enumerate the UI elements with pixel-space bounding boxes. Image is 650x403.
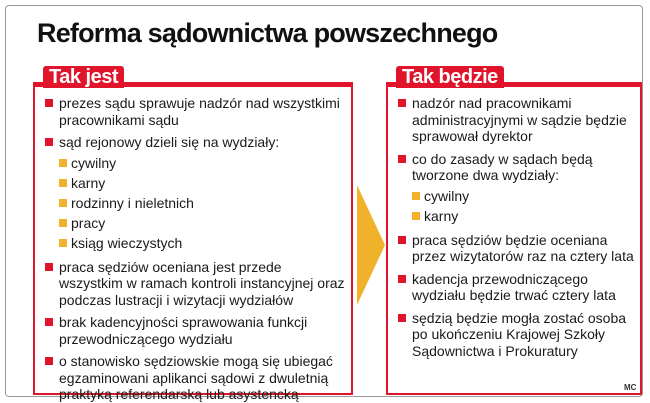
list-item-text: brak kadencyjności sprawowania funkcji przewodniczącego wydziału	[59, 314, 308, 347]
list-item	[398, 310, 634, 360]
red-square-bullet-icon	[45, 138, 53, 146]
panel-current-state	[33, 66, 353, 402]
current-state-list	[35, 85, 351, 403]
red-square-bullet-icon	[45, 99, 53, 107]
sublist-item	[412, 206, 634, 226]
list-item	[45, 134, 345, 253]
yellow-square-bullet-icon	[59, 179, 67, 187]
sublist-item-text: karny	[424, 207, 459, 224]
list-item	[398, 232, 634, 265]
list-item	[45, 314, 345, 347]
list-item	[45, 95, 345, 128]
sublist-item	[59, 153, 345, 173]
sublist-item-text: pracy	[71, 214, 106, 231]
sublist-item-text: rodzinny i nieletnich	[71, 194, 194, 211]
red-square-bullet-icon	[45, 263, 53, 271]
tab-tak-jest: Tak jest	[43, 66, 124, 88]
arrow-right-icon	[357, 185, 385, 305]
list-item-text: o stanowisko sędziowskie mogą się ubiegać egzaminowani aplikanci sądowi z dwuletnią praktyką referendarską lub asystencką	[59, 353, 333, 402]
yellow-square-bullet-icon	[59, 159, 67, 167]
red-square-bullet-icon	[398, 275, 406, 283]
yellow-square-bullet-icon	[412, 192, 420, 200]
panel-future-state	[386, 66, 642, 395]
page-title: Reforma sądownictwa powszechnego	[37, 18, 498, 48]
list-item-text: praca sędziów oceniana jest przede wszystkim w ramach kontroli instancyjnej oraz podczas lustracji i wizytacji wydziałów	[59, 258, 345, 308]
sublist-item-text: cywilny	[71, 154, 117, 171]
sublist-item-text: ksiąg wieczystych	[71, 234, 183, 251]
list-item	[398, 95, 634, 145]
red-square-bullet-icon	[398, 99, 406, 107]
list-item	[45, 353, 345, 403]
author-credit: MC	[624, 383, 637, 392]
yellow-square-bullet-icon	[412, 212, 420, 220]
department-sublist	[412, 186, 634, 226]
list-item-text: praca sędziów będzie oceniana przez wizytatorów raz na cztery lata	[412, 231, 634, 264]
sublist-item	[59, 213, 345, 233]
list-item	[398, 271, 634, 304]
sublist-item	[59, 193, 345, 213]
yellow-square-bullet-icon	[59, 239, 67, 247]
list-item-text: prezes sądu sprawuje nadzór nad wszystkimi pracownikami sądu	[59, 95, 340, 128]
department-sublist	[59, 153, 345, 253]
future-state-list	[388, 85, 640, 359]
list-item-text: sędzią będzie mogła zostać osoba po ukończeniu Krajowej Szkoły Sądownictwa i Prokuratury	[412, 309, 627, 359]
list-item	[398, 151, 634, 226]
tab-tak-bedzie: Tak będzie	[396, 66, 504, 88]
list-item-text: sąd rejonowy dzieli się na wydziały:	[59, 134, 280, 150]
sublist-item	[59, 233, 345, 253]
red-square-bullet-icon	[398, 314, 406, 322]
list-item	[45, 259, 345, 309]
sublist-item	[412, 186, 634, 206]
red-square-bullet-icon	[398, 236, 406, 244]
yellow-square-bullet-icon	[59, 219, 67, 227]
sublist-item-text: cywilny	[424, 187, 470, 204]
yellow-square-bullet-icon	[59, 199, 67, 207]
red-square-bullet-icon	[45, 318, 53, 326]
red-square-bullet-icon	[45, 357, 53, 365]
sublist-item-text: karny	[71, 174, 106, 191]
list-item-text: kadencja przewodniczącego wydziału będzie trwać cztery lata	[412, 270, 616, 303]
red-square-bullet-icon	[398, 155, 406, 163]
sublist-item	[59, 173, 345, 193]
list-item-text: nadzór nad pracownikami administracyjnymi w sądzie będzie sprawował dyrektor	[412, 95, 627, 144]
list-item-text: co do zasady w sądach będą tworzone dwa wydziały:	[412, 150, 593, 183]
